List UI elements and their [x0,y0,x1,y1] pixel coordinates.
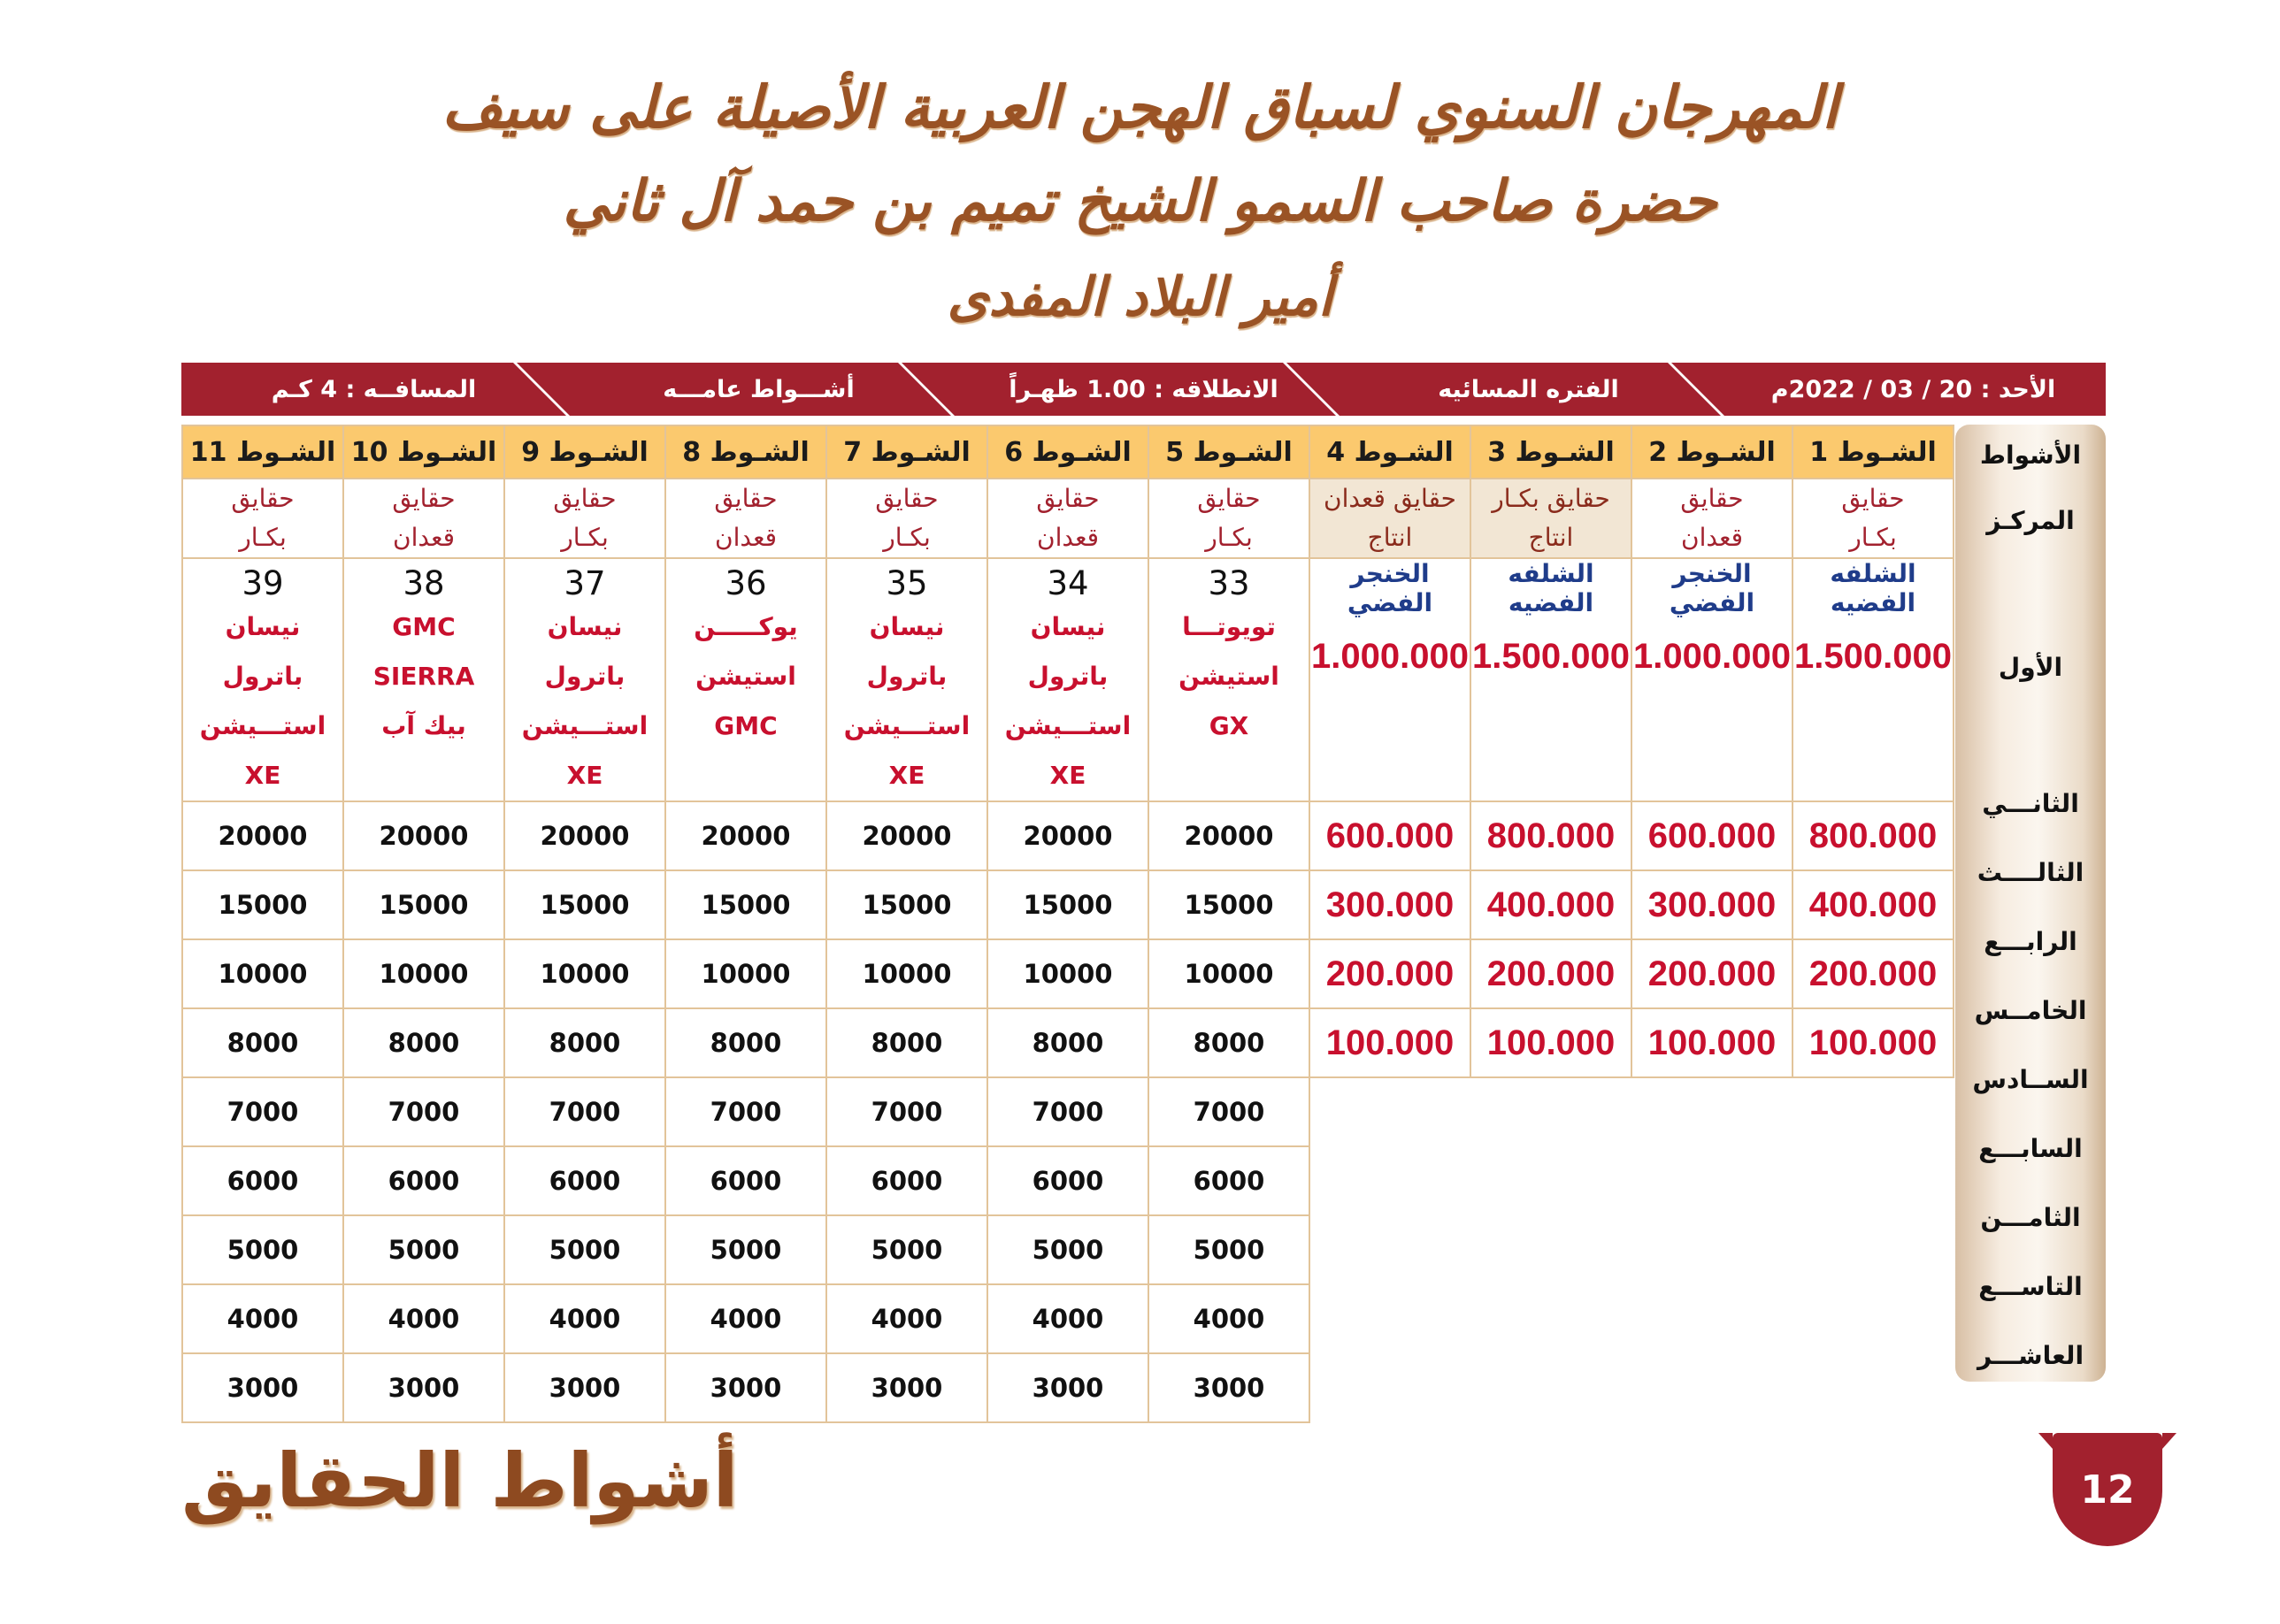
category-cell [1148,479,1309,558]
empty-cell [1309,1077,1470,1146]
empty-cell [1309,1215,1470,1284]
cash-prize: 15000 [665,870,826,939]
empty-cell [1793,1215,1954,1284]
car-detail: XE [566,761,603,790]
cash-prize: 15000 [987,870,1148,939]
info-distance: المسافــه : 4 كـم [181,363,566,416]
cash-prize: 20000 [665,801,826,870]
cash-prize: 8000 [182,1008,343,1077]
empty-cell [1631,1077,1793,1146]
patron-title: حضرة صاحب السمو الشيخ تميم بن حمد آل ثاني [563,168,1717,234]
cash-prize: 4000 [504,1284,665,1353]
cash-prize: 8000 [504,1008,665,1077]
cash-prize: 6000 [1148,1146,1309,1215]
car-detail: استيشن [1178,662,1279,691]
car-detail: تويوتـــا [1182,612,1276,641]
car-detail: GMC [714,711,778,740]
place-row [182,801,1954,870]
cash-prize: 10000 [182,939,343,1008]
cash-prize: 4000 [665,1284,826,1353]
cash-prize: 10000 [343,939,504,1008]
cash-prize: 7000 [826,1077,987,1146]
category-cell [182,479,343,558]
cash-prize: 300.000 [1631,870,1793,939]
trophy-value: 1.500.000 [1472,637,1630,676]
cash-prize: 3000 [504,1353,665,1422]
row-label-9th: التاســـع [1978,1272,2083,1301]
cash-prize: 15000 [343,870,504,939]
trophy-name: الخنجر الفضي [1669,559,1755,617]
category-line-2: قعدان [715,523,777,552]
cash-prize: 3000 [665,1353,826,1422]
place-row [182,1146,1954,1215]
empty-cell [1631,1215,1793,1284]
category-line-1: حقايق قعدان [1324,484,1456,513]
cash-prize: 100.000 [1309,1008,1470,1077]
car-detail: نيسان باترول [222,612,303,691]
cash-prize: 8000 [826,1008,987,1077]
cash-prize: 400.000 [1470,870,1631,939]
cash-prize: 10000 [987,939,1148,1008]
cash-prize: 6000 [665,1146,826,1215]
round-header-row [182,425,1954,479]
round-header: الشـوط 6 [987,425,1148,479]
row-label-2nd: الثانـــي [1982,789,2079,818]
category-cell [987,479,1148,558]
category-line-2: بكـار [239,523,287,552]
cash-prize: 8000 [987,1008,1148,1077]
round-header: الشـوط 1 [1793,425,1954,479]
page-number: 12 [2080,1467,2135,1513]
cash-prize: 10000 [826,939,987,1008]
car-detail: GMC [392,612,456,641]
round-header: الشـوط 10 [343,425,504,479]
place-row [182,939,1954,1008]
cash-prize: 4000 [343,1284,504,1353]
category-line-1: حقايق بكـار [1492,484,1610,513]
cash-prize: 800.000 [1470,801,1631,870]
category-line-2: قعدان [393,523,455,552]
category-line-1: حقايق [1036,484,1100,513]
cash-prize: 300.000 [1309,870,1470,939]
empty-cell [1631,1284,1793,1353]
row-label-rounds: الأشواط [1979,440,2082,470]
cash-prize: 6000 [504,1146,665,1215]
cash-prize: 200.000 [1793,939,1954,1008]
empty-cell [1470,1077,1631,1146]
place-row [182,1008,1954,1077]
car-detail: استـــيشن [843,711,971,740]
category-line-2: انتاج [1367,523,1413,552]
car-detail: بيك آب [381,711,466,740]
empty-cell [1631,1146,1793,1215]
race-info-bar [181,363,2106,416]
category-line-1: حقايق [714,484,778,513]
empty-cell [1309,1284,1470,1353]
round-header: الشـوط 2 [1631,425,1793,479]
row-label-1st: الأول [1998,653,2063,682]
cash-prize: 3000 [987,1353,1148,1422]
cash-prize: 200.000 [1309,939,1470,1008]
cash-prize: 7000 [987,1077,1148,1146]
car-detail: نيسان باترول [866,612,948,691]
cash-prize: 4000 [1148,1284,1309,1353]
place-row [182,1077,1954,1146]
cash-prize: 7000 [504,1077,665,1146]
place-row [182,1353,1954,1422]
trophy-name: الخنجر الفضي [1347,559,1433,617]
car-detail: XE [888,761,925,790]
category-line-1: حقايق [392,484,456,513]
place-row [182,1215,1954,1284]
cash-prize: 10000 [665,939,826,1008]
category-line-2: بكـار [1205,523,1253,552]
category-cell [826,479,987,558]
cash-prize: 4000 [826,1284,987,1353]
first-prize-cell [665,558,826,801]
info-date: الأحد : 20 / 03 / 2022م [1770,375,2056,403]
car-number: 39 [242,564,284,602]
page-header [0,73,2280,328]
category-cell [343,479,504,558]
cash-prize: 6000 [987,1146,1148,1215]
cash-prize: 200.000 [1631,939,1793,1008]
cash-prize: 8000 [343,1008,504,1077]
round-header: الشـوط 4 [1309,425,1470,479]
trophy-value: 1.000.000 [1633,637,1791,676]
cash-prize: 5000 [826,1215,987,1284]
cash-prize: 7000 [343,1077,504,1146]
category-line-1: حقايق [875,484,939,513]
category-cell [1309,479,1470,558]
cash-prize: 6000 [182,1146,343,1215]
cash-prize: 3000 [826,1353,987,1422]
cash-prize: 5000 [182,1215,343,1284]
empty-cell [1793,1077,1954,1146]
trophy-name: الشلفه الفضيه [1508,559,1594,617]
first-prize-cell [182,558,343,801]
cash-prize: 20000 [182,801,343,870]
category-line-2: بكـار [561,523,609,552]
car-detail: SIERRA [372,662,475,691]
category-line-1: حقايق [231,484,295,513]
car-number: 35 [886,564,928,602]
round-header: الشـوط 11 [182,425,343,479]
category-line-2: بكـار [1849,523,1897,552]
round-header: الشـوط 7 [826,425,987,479]
cash-prize: 5000 [504,1215,665,1284]
trophy-name: الشلفه الفضيه [1830,559,1916,617]
row-label-3rd: الثالــــث [1977,858,2084,887]
cash-prize: 20000 [1148,801,1309,870]
car-detail: نيسان باترول [1027,612,1109,691]
round-header: الشـوط 3 [1470,425,1631,479]
cash-prize: 3000 [1148,1353,1309,1422]
cash-prize: 6000 [343,1146,504,1215]
category-line-2: قعدان [1681,523,1743,552]
cash-prize: 7000 [665,1077,826,1146]
place-row [182,870,1954,939]
cash-prize: 7000 [182,1077,343,1146]
row-label-8th: الثامـــن [1980,1203,2081,1232]
first-prize-cell [1793,558,1954,801]
category-line-1: حقايق [1841,484,1905,513]
category-cell [665,479,826,558]
car-detail: استـــيشن [199,711,326,740]
car-detail: GX [1209,711,1249,740]
empty-cell [1793,1284,1954,1353]
first-prize-cell [1470,558,1631,801]
empty-cell [1631,1353,1793,1422]
car-number: 33 [1208,564,1250,602]
car-number: 36 [725,564,767,602]
category-line-1: حقايق [1680,484,1744,513]
cash-prize: 7000 [1148,1077,1309,1146]
cash-prize: 3000 [182,1353,343,1422]
car-detail: XE [244,761,281,790]
first-prize-cell [504,558,665,801]
empty-cell [1309,1146,1470,1215]
cash-prize: 4000 [182,1284,343,1353]
row-label-category: المركـز [1986,506,2075,535]
cash-prize: 100.000 [1470,1008,1631,1077]
cash-prize: 20000 [987,801,1148,870]
first-prize-cell [826,558,987,801]
empty-cell [1793,1353,1954,1422]
category-line-1: حقايق [553,484,617,513]
first-prize-cell [1631,558,1793,801]
cash-prize: 15000 [826,870,987,939]
cash-prize: 8000 [1148,1008,1309,1077]
cash-prize: 100.000 [1793,1008,1954,1077]
row-label-5th: الخامــس [1974,996,2087,1025]
cash-prize: 10000 [1148,939,1309,1008]
empty-cell [1470,1284,1631,1353]
category-line-2: قعدان [1037,523,1099,552]
cash-prize: 400.000 [1793,870,1954,939]
car-number: 37 [564,564,606,602]
category-line-2: انتاج [1528,523,1574,552]
category-cell [1631,479,1793,558]
empty-cell [1470,1215,1631,1284]
cash-prize: 15000 [504,870,665,939]
round-header: الشـوط 5 [1148,425,1309,479]
cash-prize: 800.000 [1793,801,1954,870]
info-start-time: الانطلاقه : 1.00 ظهـراً [951,363,1336,416]
cash-prize: 5000 [1148,1215,1309,1284]
first-prize-cell [1309,558,1470,801]
cash-prize: 600.000 [1309,801,1470,870]
category-line-2: بكـار [883,523,931,552]
first-prize-row [182,558,1954,801]
races-table [181,425,1954,1423]
cash-prize: 20000 [343,801,504,870]
row-label-7th: السابـــع [1978,1134,2083,1163]
page-number-tab [2053,1433,2162,1546]
place-row [182,1284,1954,1353]
cash-prize: 5000 [987,1215,1148,1284]
car-number: 38 [403,564,445,602]
info-round-type: أشـــواط عامـــه [566,363,951,416]
cash-prize: 15000 [182,870,343,939]
car-detail: استـــيشن [521,711,649,740]
empty-cell [1793,1146,1954,1215]
car-detail: XE [1049,761,1086,790]
car-detail: استـــيشن [1004,711,1132,740]
round-header: الشـوط 8 [665,425,826,479]
category-row [182,479,1954,558]
cash-prize: 15000 [1148,870,1309,939]
trophy-value: 1.500.000 [1794,637,1952,676]
info-session: الفتره المسائيه [1336,363,1721,416]
round-header: الشـوط 9 [504,425,665,479]
cash-prize: 20000 [504,801,665,870]
cash-prize: 5000 [665,1215,826,1284]
car-number: 34 [1047,564,1089,602]
cash-prize: 100.000 [1631,1008,1793,1077]
category-cell [1470,479,1631,558]
festival-title: المهرجان السنوي لسباق الهجن العربية الأصيلة على سيف [441,73,1839,142]
car-detail: نيسان باترول [544,612,626,691]
row-label-10th: العاشـــر [1977,1341,2084,1370]
category-cell [1793,479,1954,558]
category-line-1: حقايق [1197,484,1261,513]
section-title: أشواط الحقايق [181,1437,739,1524]
cash-prize: 5000 [343,1215,504,1284]
car-detail: يوكـــــن [694,612,798,641]
empty-cell [1309,1353,1470,1422]
empty-cell [1470,1146,1631,1215]
cash-prize: 3000 [343,1353,504,1422]
row-label-4th: الرابـــع [1984,927,2077,956]
cash-prize: 600.000 [1631,801,1793,870]
cash-prize: 20000 [826,801,987,870]
first-prize-cell [987,558,1148,801]
row-label-column [1955,425,2106,1382]
patron-subtitle: أمير البلاد المفدى [947,266,1333,328]
cash-prize: 10000 [504,939,665,1008]
trophy-value: 1.000.000 [1311,637,1469,676]
cash-prize: 8000 [665,1008,826,1077]
car-detail: استيشن [695,662,796,691]
cash-prize: 4000 [987,1284,1148,1353]
empty-cell [1470,1353,1631,1422]
row-label-6th: الســادس [1972,1065,2089,1094]
first-prize-cell [1148,558,1309,801]
cash-prize: 6000 [826,1146,987,1215]
cash-prize: 200.000 [1470,939,1631,1008]
category-cell [504,479,665,558]
first-prize-cell [343,558,504,801]
